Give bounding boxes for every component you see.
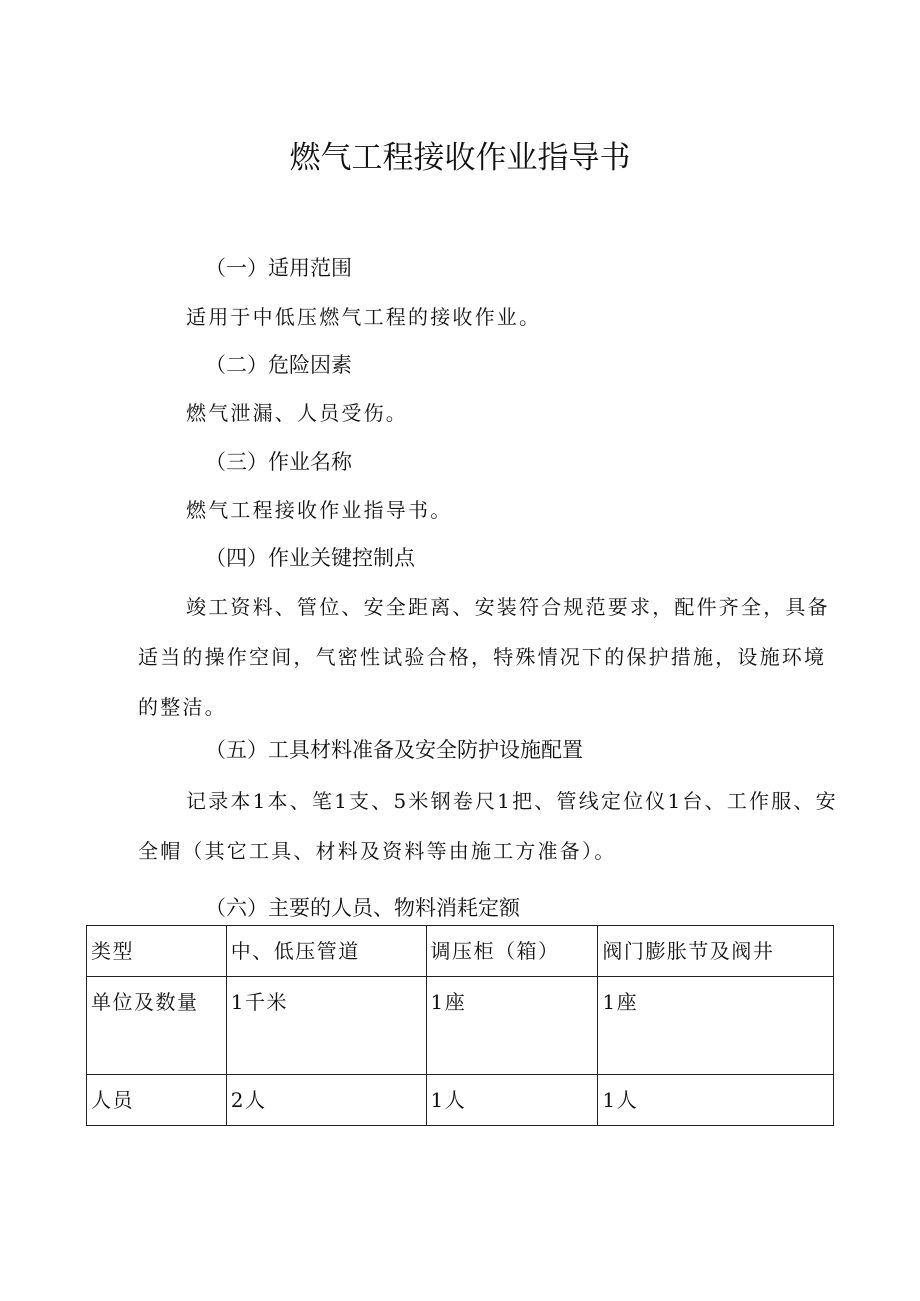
section-body-hazards: 燃气泄漏、人员受伤。 <box>186 401 408 425</box>
section-body-operation-name: 燃气工程接收作业指导书。 <box>186 498 453 522</box>
table-header-row <box>87 926 834 977</box>
table-header-cell: 调压柜（箱） <box>426 926 598 977</box>
table-cell: 单位及数量 <box>87 977 227 1075</box>
table-cell: 1座 <box>598 977 834 1075</box>
section-heading-tools-materials: （五）工具材料准备及安全防护设施配置 <box>205 738 583 762</box>
section-heading-scope: （一）适用范围 <box>205 256 352 280</box>
section-heading-hazards: （二）危险因素 <box>205 353 352 377</box>
table-row <box>87 1075 834 1126</box>
table-cell: 1座 <box>426 977 598 1075</box>
section-heading-consumption-quota: （六）主要的人员、物料消耗定额 <box>205 896 520 920</box>
section-heading-operation-name: （三）作业名称 <box>205 450 352 474</box>
table-header-cell: 中、低压管道 <box>226 926 426 977</box>
table-cell: 1千米 <box>226 977 426 1075</box>
table-header-cell: 阀门膨胀节及阀井 <box>598 926 834 977</box>
section-body-tools-materials: 记录本1本、笔1支、5米钢卷尺1把、管线定位仪1台、工作服、安全帽（其它工具、材料及资料等由施工方准备）。 <box>138 789 838 863</box>
section-body-key-control-points: 竣工资料、管位、安全距离、安装符合规范要求，配件齐全，具备适当的操作空间，气密性试验合格，特殊情况下的保护措施，设施环境的整洁。 <box>138 595 830 719</box>
table-cell: 1人 <box>598 1075 834 1126</box>
table-header-cell: 类型 <box>87 926 227 977</box>
section-body-scope: 适用于中低压燃气工程的接收作业。 <box>186 305 542 329</box>
section-heading-key-control-points: （四）作业关键控制点 <box>205 546 415 570</box>
document-title: 燃气工程接收作业指导书 <box>289 140 631 176</box>
table-cell: 2人 <box>226 1075 426 1126</box>
table-row <box>87 977 834 1075</box>
consumption-quota-table <box>86 925 834 1126</box>
table-cell: 人员 <box>87 1075 227 1126</box>
table-cell: 1人 <box>426 1075 598 1126</box>
